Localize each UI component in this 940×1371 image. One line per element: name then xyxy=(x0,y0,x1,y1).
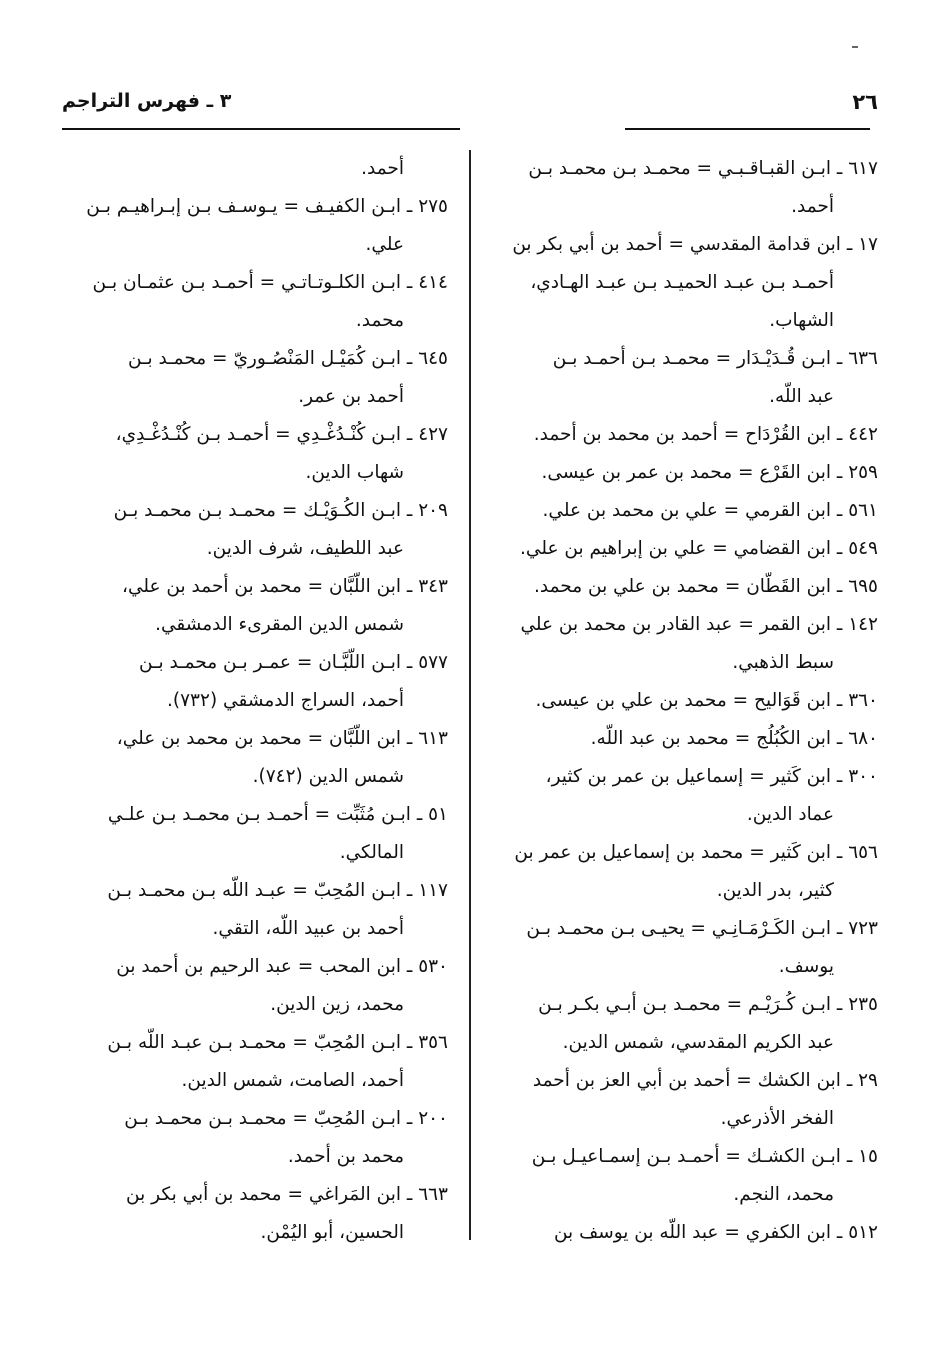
entry-line: ٥١٢ ـ ابن الكفري = عبد اللّه بن يوسف بن xyxy=(553,1222,878,1243)
entry-continuation: علي. xyxy=(365,234,404,255)
index-entry xyxy=(70,1100,448,1176)
index-entry xyxy=(500,986,878,1062)
index-entry xyxy=(500,150,878,226)
index-entry xyxy=(500,910,878,986)
index-entry xyxy=(500,530,878,568)
column-divider xyxy=(469,150,471,1240)
entry-continuation: كثير، بدر الدين. xyxy=(716,880,834,901)
entry-continuation: الحسين، أبو اليُمْن. xyxy=(260,1222,404,1243)
entry-continuation: أحمد. xyxy=(791,196,834,217)
entry-continuation: يوسف. xyxy=(778,956,834,977)
left-column xyxy=(70,150,448,1252)
entry-line: ١٤٢ ـ ابن القمر = عبد القادر بن محمد بن علي xyxy=(520,614,878,635)
index-entry xyxy=(500,1062,878,1138)
entry-line: ٢٠٩ ـ ابـن الكُـوَيْـك = محمـد بـن محمـد بـن xyxy=(113,500,448,521)
index-entry xyxy=(500,720,878,758)
entry-continuation: عماد الدين. xyxy=(746,804,834,825)
index-entry xyxy=(70,1024,448,1100)
entry-line: ١١٧ ـ ابـن المُحِبّ = عبـد اللّه بـن محمـد بـن xyxy=(107,880,448,901)
entry-line: ٥٦١ ـ ابن القرمي = علي بن محمد بن علي. xyxy=(542,500,878,521)
entry-continuation: محمد، زين الدين. xyxy=(270,994,404,1015)
entry-continuation: شهاب الدين. xyxy=(305,462,404,483)
entry-line: ٦١٧ ـ ابـن القبـاقـبـي = محمـد بـن محمـد بـن xyxy=(528,158,878,179)
entry-line: ٦٤٥ ـ ابـن كُمَيْـل المَنْصُـوريّ = محمـد بـن xyxy=(127,348,448,369)
entry-continuation: شمس الدين (٧٤٢). xyxy=(252,766,404,787)
entry-continuation: أحمـد بـن عبـد الحميـد بـن عبـد الهـادي، xyxy=(530,272,834,293)
entry-line: ٦٩٥ ـ ابن القَطّان = محمد بن علي بن محمد. xyxy=(533,576,878,597)
entry-line: ١٧ ـ ابن قدامة المقدسي = أحمد بن أبي بكر بن xyxy=(512,234,878,255)
entry-continuation: المالكي. xyxy=(339,842,404,863)
index-entry xyxy=(500,454,878,492)
index-entry xyxy=(70,644,448,720)
entry-line: ٦٣٦ ـ ابـن قُـدَيْـدَار = محمـد بـن أحمـد بـن xyxy=(552,348,878,369)
index-entry xyxy=(500,1138,878,1214)
entry-continuation: أحمد بن عبيد اللّه، التقي. xyxy=(212,918,404,939)
index-entry xyxy=(500,682,878,720)
entry-continuation: محمد بن أحمد. xyxy=(287,1146,404,1167)
index-entry xyxy=(70,796,448,872)
entry-continuation: عبد اللّه. xyxy=(769,386,834,407)
section-title: ٣ ـ فهرس التراجم xyxy=(62,90,232,112)
index-entry xyxy=(500,416,878,454)
index-entry xyxy=(500,568,878,606)
index-entry xyxy=(500,834,878,910)
entry-continuation: سبط الذهبي. xyxy=(732,652,834,673)
index-entry xyxy=(70,340,448,416)
index-entry xyxy=(70,872,448,948)
entry-line: ٣٤٣ ـ ابن اللّبَّان = محمد بن أحمد بن علي، xyxy=(122,576,448,597)
entry-line: ١٥ ـ ابـن الكشـك = أحمـد بـن إسمـاعيـل بـن xyxy=(531,1146,878,1167)
entry-line: ٦٦٣ ـ ابن المَراغي = محمد بن أبي بكر بن xyxy=(126,1184,448,1205)
entry-line: ٥٤٩ ـ ابن القضامي = علي بن إبراهيم بن علي. xyxy=(520,538,878,559)
index-entry xyxy=(70,264,448,340)
entry-continuation: الشهاب. xyxy=(769,310,834,331)
entry-continuation: أحمد. xyxy=(361,158,404,179)
entry-line: ٥٣٠ ـ ابن المحب = عبد الرحيم بن أحمد بن xyxy=(116,956,448,977)
index-entry xyxy=(70,416,448,492)
entry-continuation: محمد. xyxy=(355,310,404,331)
entry-line: ٥٧٧ ـ ابـن اللّبَّـان = عمـر بـن محمـد بـن xyxy=(138,652,448,673)
index-entry xyxy=(70,1176,448,1252)
entry-continuation: شمس الدين المقرىء الدمشقي. xyxy=(155,614,404,635)
entry-line: ٣٠٠ ـ ابن كَثير = إسماعيل بن عمر بن كثير، xyxy=(545,766,878,787)
entry-continuation: أحمد، السراج الدمشقي (٧٣٢). xyxy=(167,690,404,711)
entry-line: ٢٧٥ ـ ابـن الكفيـف = يـوسـف بـن إبـراهيـم بـن xyxy=(86,196,448,217)
entry-line: ٢٩ ـ ابن الكشك = أحمد بن أبي العز بن أحمد xyxy=(532,1070,878,1091)
entry-continuation: عبد الكريم المقدسي، شمس الدين. xyxy=(562,1032,834,1053)
index-entry xyxy=(70,150,448,188)
entry-continuation: أحمد، الصامت، شمس الدين. xyxy=(181,1070,404,1091)
index-entry xyxy=(70,188,448,264)
index-entry xyxy=(70,568,448,644)
entry-line: ٦١٣ ـ ابن اللّبَّان = محمد بن محمد بن علي، xyxy=(116,728,448,749)
entry-line: ٤١٤ ـ ابـن الكلـوتـاتـي = أحمـد بـن عثمـان بـن xyxy=(92,272,448,293)
entry-line: ٥١ ـ ابـن مُثَبِّت = أحمـد بـن محمـد بـن علـي xyxy=(107,804,448,825)
entry-line: ٧٢٣ ـ ابـن الكَـرْمَـانِـي = يحيـى بـن محمـد بـن xyxy=(526,918,878,939)
entry-line: ٦٨٠ ـ ابن الكُبُلُج = محمد بن عبد اللّه. xyxy=(590,728,878,749)
entry-line: ٤٤٢ ـ ابن القُرْدَاح = أحمد بن محمد بن أحمد. xyxy=(533,424,878,445)
page-header xyxy=(62,90,878,130)
entry-continuation: الفخر الأذرعي. xyxy=(720,1108,834,1129)
entry-line: ٢٥٩ ـ ابن القَرْع = محمد بن عمر بن عيسى. xyxy=(541,462,878,483)
index-entry xyxy=(70,720,448,796)
index-entry xyxy=(500,606,878,682)
index-entry xyxy=(500,492,878,530)
entry-line: ٣٥٦ ـ ابـن المُحِبّ = محمـد بـن عبـد اللّه بـن xyxy=(107,1032,448,1053)
index-entry xyxy=(500,340,878,416)
index-entry xyxy=(500,226,878,340)
page-number: ٢٦ xyxy=(852,90,878,114)
right-column xyxy=(500,150,878,1252)
stray-mark xyxy=(852,46,858,48)
entry-line: ٤٢٧ ـ ابـن كُنْـدُغْـدِي = أحمـد بـن كُنْـدُغْـدِي، xyxy=(115,424,448,445)
index-entry xyxy=(500,1214,878,1252)
header-rule xyxy=(62,128,870,130)
entry-line: ٢٣٥ ـ ابـن كُـرَيْـم = محمـد بـن أبـي بكـر بـن xyxy=(538,994,878,1015)
index-entry xyxy=(70,948,448,1024)
index-entry xyxy=(500,758,878,834)
index-entry xyxy=(70,492,448,568)
entry-line: ٢٠٠ ـ ابـن المُحِبّ = محمـد بـن محمـد بـن xyxy=(124,1108,448,1129)
entry-continuation: عبد اللطيف، شرف الدين. xyxy=(206,538,404,559)
entry-line: ٦٥٦ ـ ابن كَثير = محمد بن إسماعيل بن عمر بن xyxy=(514,842,878,863)
entry-continuation: محمد، النجم. xyxy=(733,1184,834,1205)
entry-continuation: أحمد بن عمر. xyxy=(298,386,404,407)
entry-line: ٣٦٠ ـ ابن قَوَاليح = محمد بن علي بن عيسى. xyxy=(535,690,878,711)
